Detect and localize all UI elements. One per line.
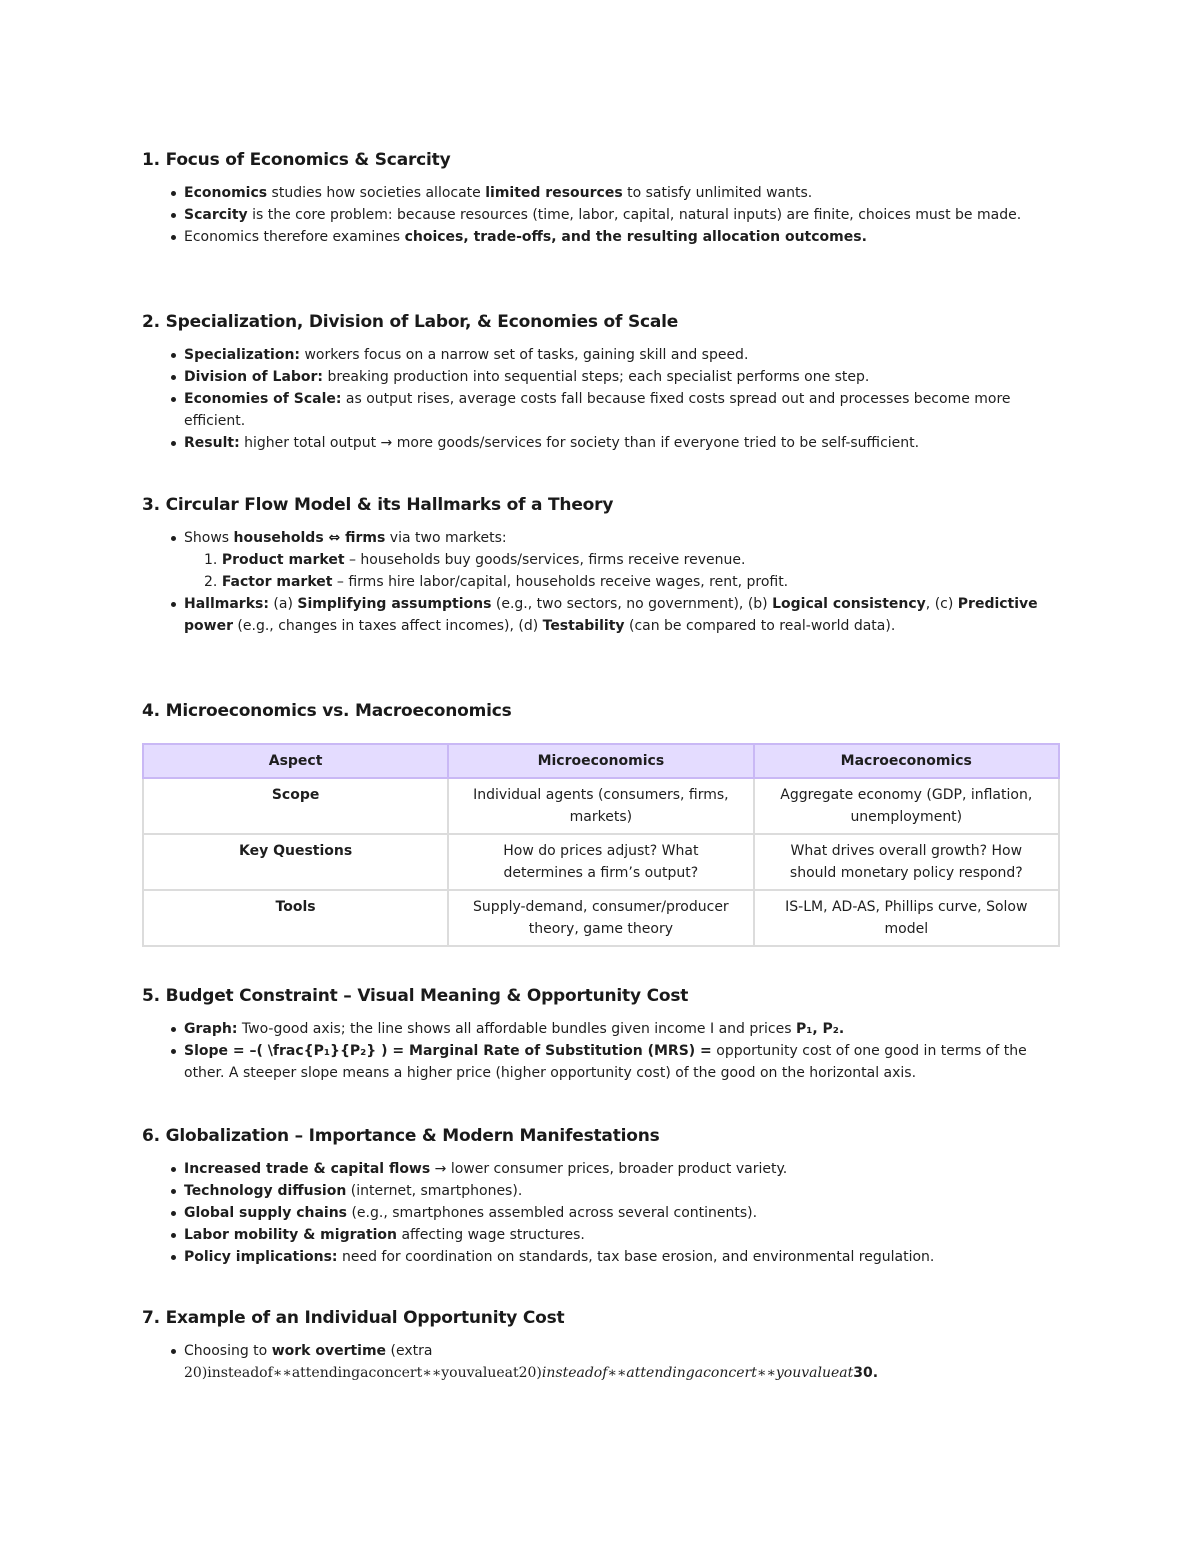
list-item: Increased trade & capital flows → lower consumer prices, broader product variety. bbox=[184, 1158, 1062, 1180]
list-item: Specialization: workers focus on a narrow set of tasks, gaining skill and speed. bbox=[184, 344, 1062, 366]
garbled-math-text-italic: insteadof∗∗attendingaconcert∗∗youvalueat bbox=[541, 1365, 854, 1381]
list-item: Labor mobility & migration affecting wage structures. bbox=[184, 1224, 1062, 1246]
markets-sublist bbox=[184, 549, 1062, 593]
table-header-cell: Aspect bbox=[143, 744, 448, 778]
section-3-heading: 3. Circular Flow Model & its Hallmarks of a Theory bbox=[142, 495, 614, 515]
table-cell: Tools bbox=[143, 890, 448, 946]
table-header-row bbox=[143, 744, 1059, 778]
garbled-math-text: 20)insteadof∗∗attendingaconcert∗∗youvalueat20) bbox=[184, 1365, 542, 1381]
table-cell: How do prices adjust? What determines a firm’s output? bbox=[448, 834, 753, 890]
table-row bbox=[143, 890, 1059, 946]
section-1 bbox=[142, 148, 1062, 248]
table-row bbox=[143, 834, 1059, 890]
table-cell: IS-LM, AD-AS, Phillips curve, Solow model bbox=[754, 890, 1059, 946]
section-5 bbox=[142, 984, 1062, 1084]
sublist-item: 2. Factor market – firms hire labor/capital, households receive wages, rent, profit. bbox=[204, 574, 789, 590]
table-cell: Key Questions bbox=[143, 834, 448, 890]
table-row bbox=[143, 778, 1059, 834]
section-4-heading: 4. Microeconomics vs. Macroeconomics bbox=[142, 701, 512, 721]
section-2-list bbox=[142, 344, 1062, 454]
section-7-list bbox=[142, 1340, 1062, 1384]
table-cell: Supply-demand, consumer/producer theory, game theory bbox=[448, 890, 753, 946]
table-cell: Individual agents (consumers, firms, markets) bbox=[448, 778, 753, 834]
list-item: Shows households ⇔ firms via two markets: 1. Product market – households buy goods/services, firms receive revenue. 2. Factor market – firms hire labor/capital, households receive wages, rent, profit. bbox=[184, 527, 1062, 593]
list-item: Slope = –( \frac{P₁}{P₂} ) = Marginal Rate of Substitution (MRS) = opportunity cost of one good in terms of the other. A steeper slope means a higher price (higher opportunity cost) of the good on the horizontal axis. bbox=[184, 1040, 1062, 1084]
sublist-item: 1. Product market – households buy goods/services, firms receive revenue. bbox=[204, 552, 746, 568]
section-6-heading: 6. Globalization – Importance & Modern Manifestations bbox=[142, 1126, 660, 1146]
list-item: Graph: Two-good axis; the line shows all affordable bundles given income I and prices P₁, P₂. bbox=[184, 1018, 1062, 1040]
list-item: Result: higher total output → more goods/services for society than if everyone tried to be self-sufficient. bbox=[184, 432, 1062, 454]
table-cell: Scope bbox=[143, 778, 448, 834]
list-item: Choosing to work overtime (extra 20)insteadof∗∗attendingaconcert∗∗youvalueat20)insteadof∗∗attendingaconcert∗∗youvalueat30. bbox=[184, 1340, 1062, 1384]
section-3-list bbox=[142, 527, 1062, 637]
section-1-heading: 1. Focus of Economics & Scarcity bbox=[142, 150, 451, 170]
section-5-heading: 5. Budget Constraint – Visual Meaning & Opportunity Cost bbox=[142, 986, 689, 1006]
section-3 bbox=[142, 493, 1062, 637]
list-item: Global supply chains (e.g., smartphones assembled across several continents). bbox=[184, 1202, 1062, 1224]
list-item: Economics therefore examines choices, trade-offs, and the resulting allocation outcomes. bbox=[184, 226, 1062, 248]
section-2 bbox=[142, 310, 1062, 454]
table-header-cell: Macroeconomics bbox=[754, 744, 1059, 778]
list-item: Division of Labor: breaking production into sequential steps; each specialist performs one step. bbox=[184, 366, 1062, 388]
section-7-heading: 7. Example of an Individual Opportunity Cost bbox=[142, 1308, 565, 1328]
list-item: Hallmarks: (a) Simplifying assumptions (e.g., two sectors, no government), (b) Logical consistency, (c) Predictive power (e.g., changes in taxes affect incomes), (d) Testability (can be compared to real-world data). bbox=[184, 593, 1062, 637]
comparison-table bbox=[142, 743, 1060, 947]
list-item: Economics studies how societies allocate limited resources to satisfy unlimited wants. bbox=[184, 182, 1062, 204]
table-cell: Aggregate economy (GDP, inflation, unemployment) bbox=[754, 778, 1059, 834]
list-item: Economies of Scale: as output rises, average costs fall because fixed costs spread out and processes become more efficient. bbox=[184, 388, 1062, 432]
section-1-list bbox=[142, 182, 1062, 248]
section-6 bbox=[142, 1124, 1062, 1268]
section-4 bbox=[142, 699, 1062, 947]
section-6-list bbox=[142, 1158, 1062, 1268]
section-5-list bbox=[142, 1018, 1062, 1084]
section-2-heading: 2. Specialization, Division of Labor, & Economies of Scale bbox=[142, 312, 679, 332]
list-item: Technology diffusion (internet, smartphones). bbox=[184, 1180, 1062, 1202]
table-cell: What drives overall growth? How should monetary policy respond? bbox=[754, 834, 1059, 890]
table-header-cell: Microeconomics bbox=[448, 744, 753, 778]
list-item: Scarcity is the core problem: because resources (time, labor, capital, natural inputs) are finite, choices must be made. bbox=[184, 204, 1062, 226]
section-7 bbox=[142, 1306, 1062, 1384]
list-item: Policy implications: need for coordination on standards, tax base erosion, and environmental regulation. bbox=[184, 1246, 1062, 1268]
